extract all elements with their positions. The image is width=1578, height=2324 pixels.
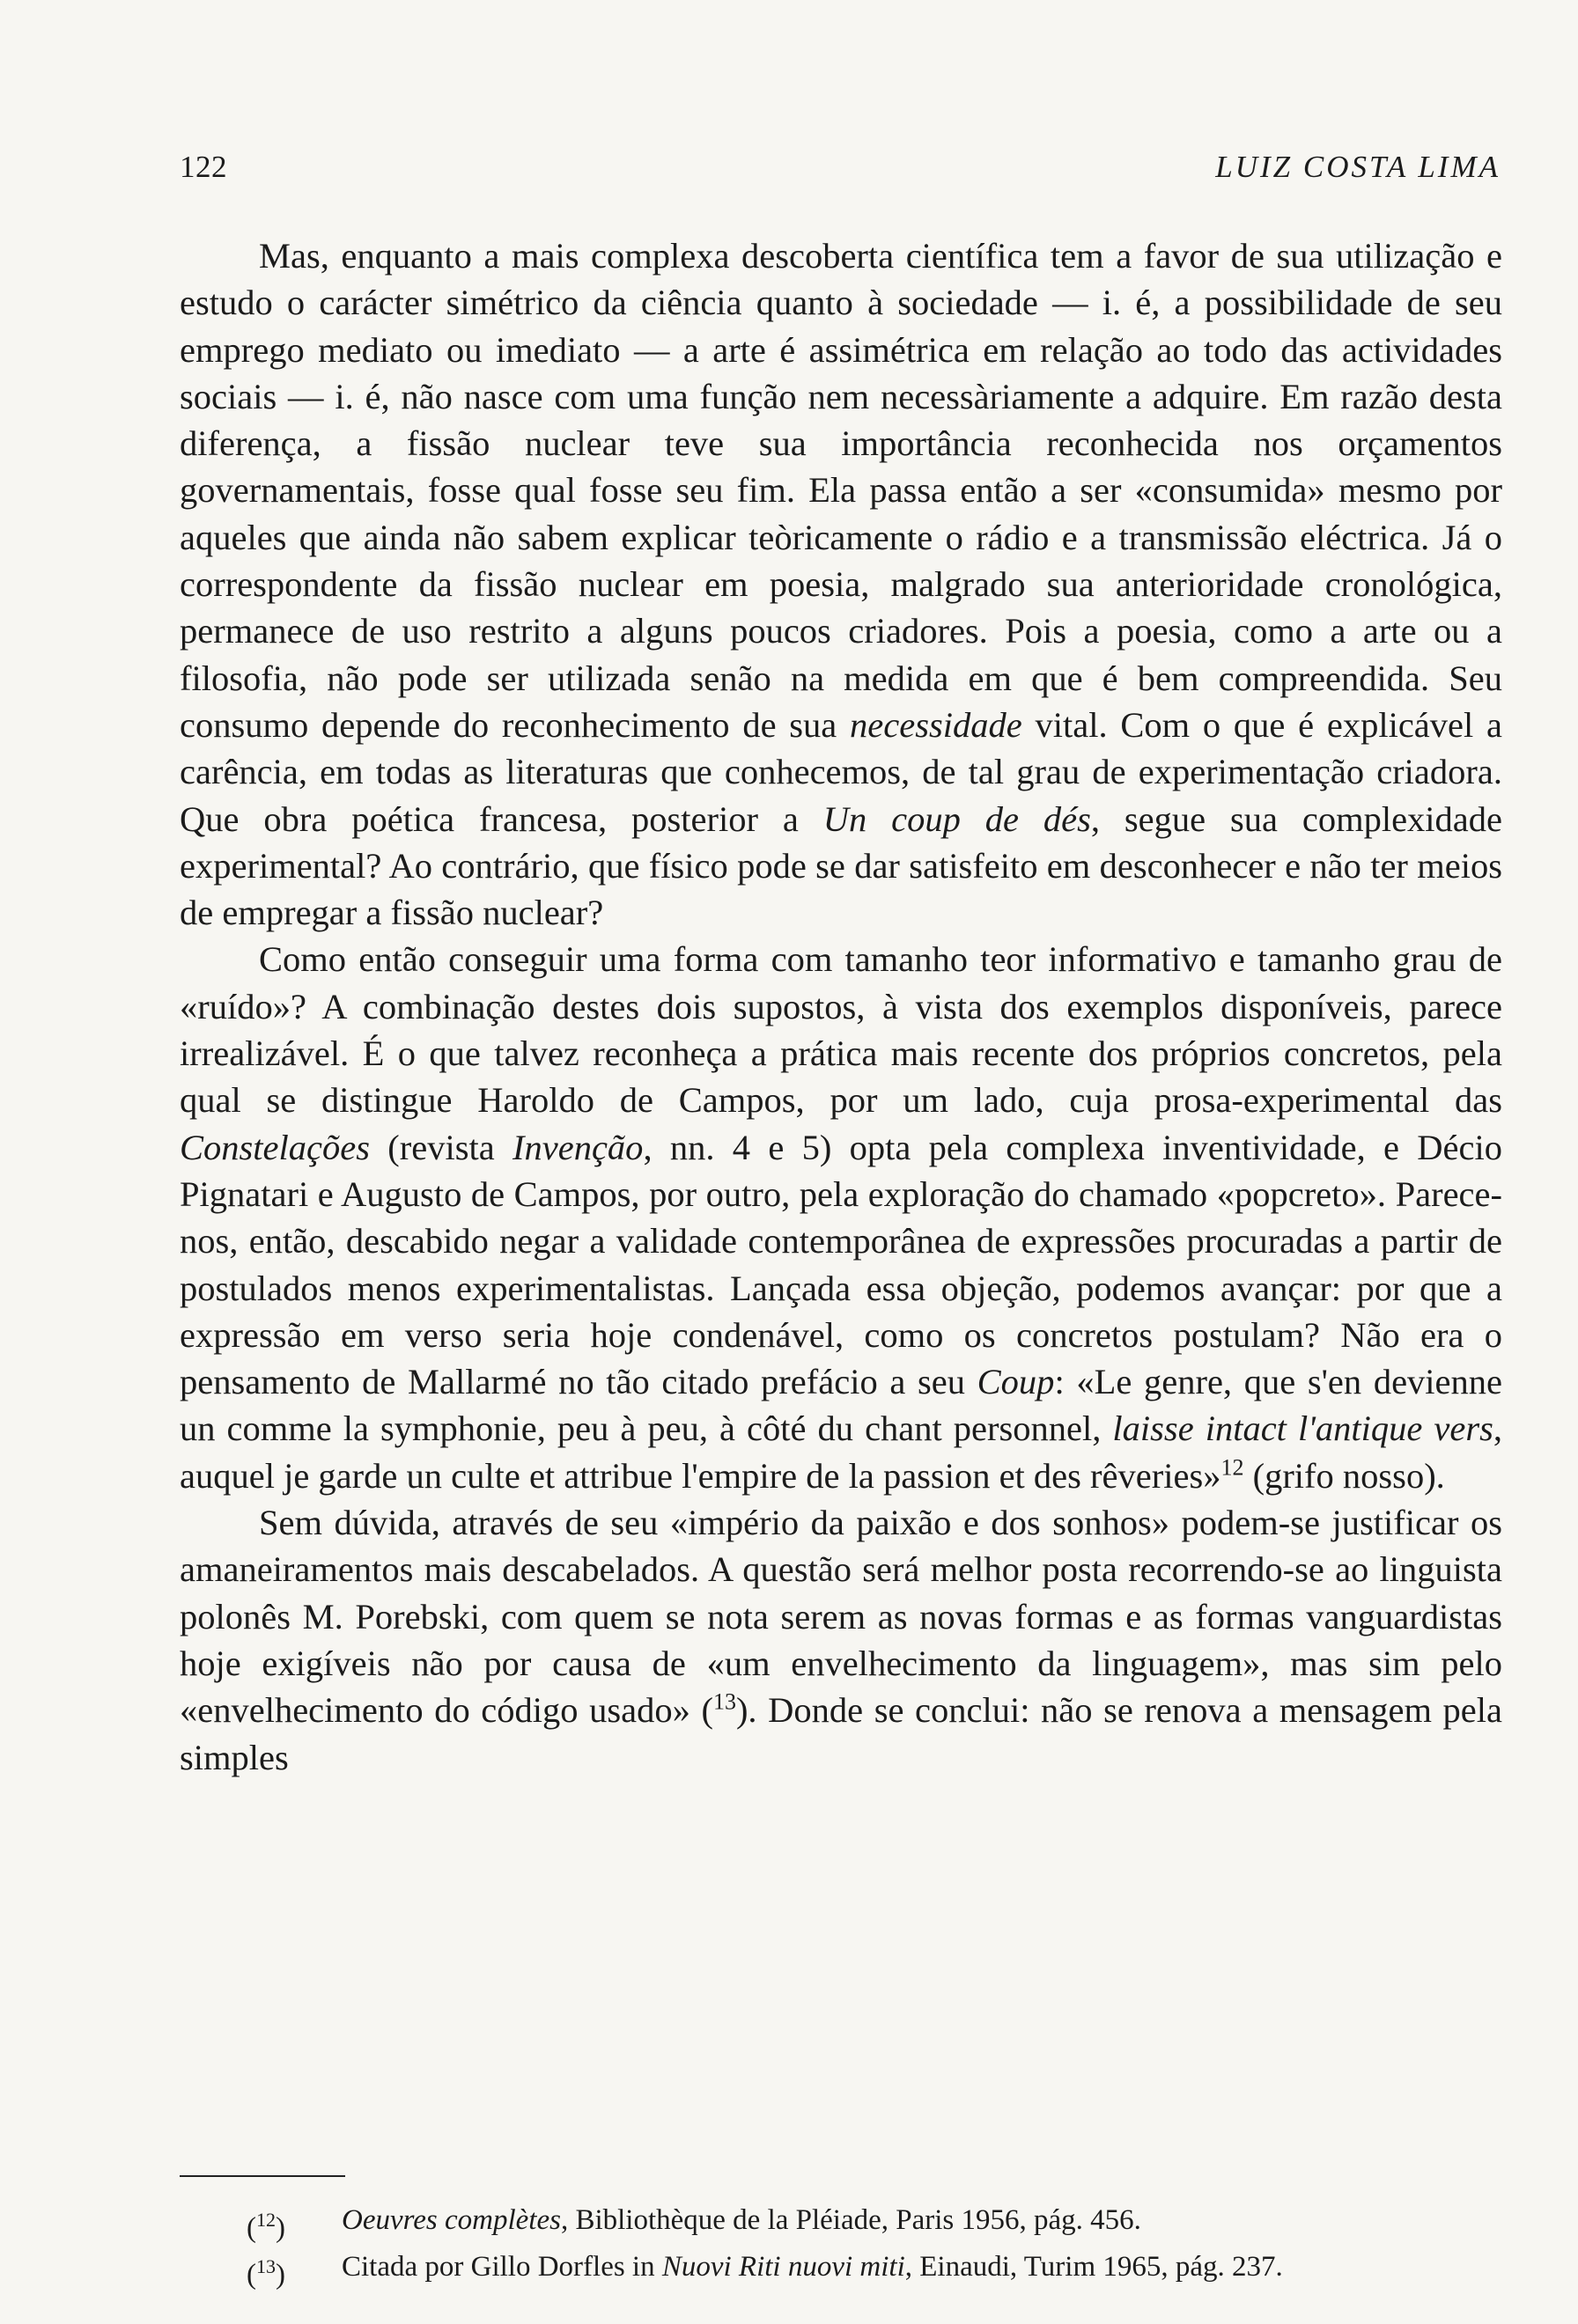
italic-term: necessidade [850,704,1022,745]
text-run: ). Donde se conclui: não se renova a mensagem pela simples [180,1690,1502,1777]
footnote-number: 12 [256,2209,276,2231]
footnote-rest: , Einaudi, Turim 1965, pág. 237. [904,2251,1283,2283]
text-run: , segue sua complexidade experimental? Ao contrário, que físico pode se dar satisfeito em desconhecer e não ter meios de empregar a fissão nuclear? [180,798,1503,933]
footnote-mark [247,2201,342,2247]
footnote-13 [247,2247,1502,2294]
italic-title: Coup [977,1362,1055,1402]
footnote-12 [247,2201,1502,2247]
paren-close: ) [276,2212,285,2244]
text-run: (revista [369,1127,513,1167]
text-run: , auquel je garde un culte et attribue l'empire de la passion et des rêveries» [180,1408,1502,1496]
footnote-number: 13 [256,2255,276,2277]
paren-open: ( [247,2259,256,2291]
footnote-text [342,2201,1141,2247]
text-run: vital. Com o que é explicável a carência, em todas as literaturas que conhecemos, de tal grau de experimentação criadora. Que obra poética francesa, posterior a [180,704,1502,839]
italic-title: Invenção [512,1127,644,1167]
footnotes [247,2201,1502,2294]
footnote-lead: Citada por Gillo Dorfles in [342,2251,662,2283]
footnote-title: Oeuvres complètes [342,2204,561,2236]
text-run: , nn. 4 e 5) opta pela complexa inventividade, e Décio Pignatari e Augusto de Campos, por outro, pela exploração do chamado «popcreto». Parece-nos, então, descabido negar a validade contemporânea de expressões procuradas a partir de postulados menos experimentalistas. Lançada essa objeção, podemos avançar: por que a expressão em verso seria hoje condenável, como os concretos postulam? Não era o pensamento de Mallarmé no tão citado prefácio a seu [180,1127,1502,1402]
footnote-reference-13[interactable]: 13 [712,1688,736,1715]
body-text [180,232,1502,1781]
text-run: Sem dúvida, através de seu «império da paixão e dos sonhos» podem-se justificar os amaneiramentos mais descabelados. A questão será melhor posta recorrendo-se ao linguista polonês M. Porebski, com quem se nota serem as novas formas e as formas vanguardistas hoje exigíveis não por causa de «um envelhecimento da linguagem», mas sim pelo «envelhecimento do código usado» ( [180,1503,1502,1731]
text-run: : «Le genre, que s'en devienne un comme la symphonie, peu à peu, à côté du chant personnel, [180,1362,1502,1449]
text-run: Como então conseguir uma forma com tamanho teor informativo e tamanho grau de «ruído»? A combinação destes dois supostos, à vista dos exemplos disponíveis, parece irrealizável. É o que talvez reconheça a prática mais recente dos próprios concretos, pela qual se distingue Haroldo de Campos, por um lado, cuja prosa-experimental das [180,939,1502,1121]
text-run: Mas, enquanto a mais complexa descoberta científica tem a favor de sua utilização e estudo o carácter simétrico da ciência quanto à sociedade — i. é, a possibilidade de seu emprego mediato ou imediato — a arte é assimétrica em relação ao todo das actividades sociais — i. é, não nasce com uma função nem necessàriamente a adquire. Em razão desta diferença, a fissão nuclear teve sua importância reconhecida nos orçamentos governamentais, fosse qual fosse seu fim. Ela passa então a ser «consumida» mesmo por aqueles que ainda não sabem explicar teòricamente o rádio e a transmissão eléctrica. Já o correspondente da fissão nuclear em poesia, malgrado sua anterioridade cronológica, permanece de uso restrito a alguns poucos criadores. Pois a poesia, como a arte ou a filosofia, não pode ser utilizada senão na medida em que é bem compreendida. Seu consumo depende do reconhecimento de sua [180,236,1502,745]
paragraph-1 [180,232,1502,936]
italic-quote: laisse intact l'antique vers [1112,1408,1493,1449]
footnote-reference-12[interactable]: 12 [1220,1454,1244,1481]
footnote-text [342,2247,1283,2294]
paragraph-2 [180,936,1502,1499]
footnote-title: Nuovi Riti nuovi miti [661,2251,905,2283]
page-number: 122 [180,150,227,184]
footnote-mark [247,2247,342,2294]
paren-open: ( [247,2212,256,2244]
paragraph-3 [180,1499,1502,1781]
running-header [180,150,1501,194]
italic-title: Constelações [180,1127,370,1167]
italic-title: Un coup de dés [822,798,1091,839]
running-head-author: LUIZ COSTA LIMA [1215,150,1501,184]
footnote-divider [180,2175,345,2177]
footnote-rest: , Bibliothèque de la Pléiade, Paris 1956, pág. 456. [560,2204,1141,2236]
text-run: (grifo nosso). [1243,1455,1445,1496]
paren-close: ) [276,2259,285,2291]
